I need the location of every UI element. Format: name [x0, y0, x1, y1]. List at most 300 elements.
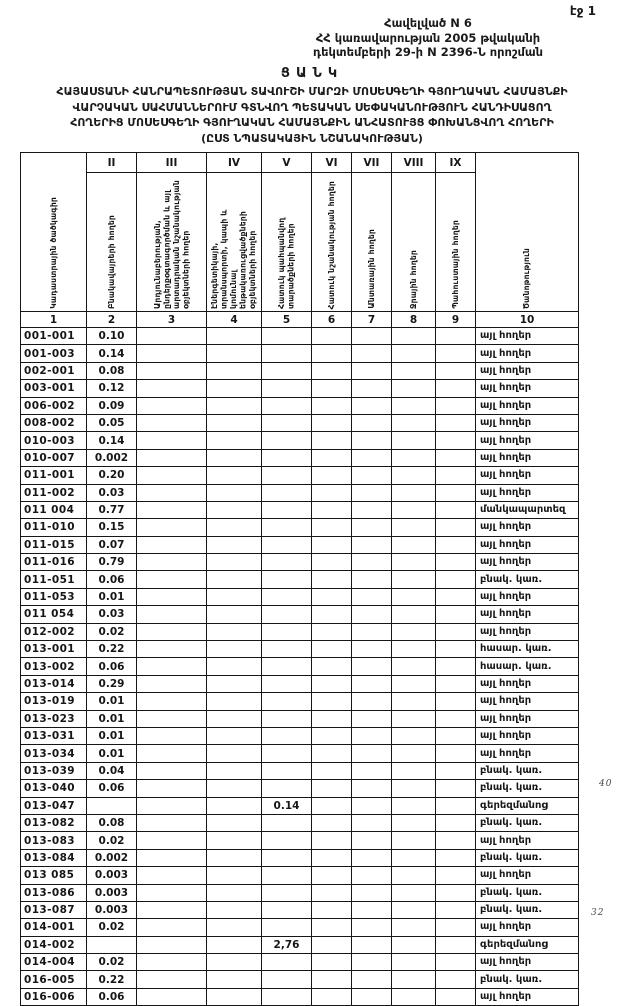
table-row: [21, 484, 579, 501]
area-value-cell: [137, 849, 207, 866]
area-value-cell: [352, 554, 392, 571]
table-row: [21, 988, 579, 1005]
area-value-cell: [352, 641, 392, 658]
column-header-note: [476, 153, 579, 312]
area-value-cell: 0.002: [87, 849, 137, 866]
area-value-cell: [436, 658, 476, 675]
area-value-cell: [392, 780, 436, 797]
area-value-cell: [436, 588, 476, 605]
table-row: [21, 380, 579, 397]
cadastral-code-cell: 010-003: [21, 432, 87, 449]
area-value-cell: [137, 623, 207, 640]
area-value-cell: [312, 675, 352, 692]
document-title: [6, 84, 618, 146]
area-value-cell: [312, 606, 352, 623]
area-value-cell: [436, 554, 476, 571]
area-value-cell: [352, 971, 392, 988]
note-cell: գերեզմանոց: [476, 797, 579, 814]
note-cell: մանկապարտեզ: [476, 501, 579, 518]
column-number: 8: [392, 312, 436, 328]
area-value-cell: [352, 588, 392, 605]
area-value-cell: [352, 710, 392, 727]
title-line: ՎԱՐՉԱԿԱՆ ՍԱՀՄԱՆՆԵՐՈՒՄ ԳՏՆՎՈՂ ՊԵՏԱԿԱՆ ՍԵՓԱԿԱՆՈՒԹՅՈՒՆ ՀԱՆԴԻՍԱՑՈՂ: [72, 100, 552, 114]
area-value-cell: [262, 745, 312, 762]
area-value-cell: [312, 554, 352, 571]
area-value-cell: 0.03: [87, 606, 137, 623]
area-value-cell: [262, 762, 312, 779]
area-value-cell: [436, 988, 476, 1005]
note-cell: այլ հողեր: [476, 727, 579, 744]
area-value-cell: [312, 641, 352, 658]
area-value-cell: [352, 693, 392, 710]
table-row: [21, 449, 579, 466]
area-value-cell: 0.003: [87, 901, 137, 918]
area-value-cell: [262, 780, 312, 797]
area-value-cell: [436, 936, 476, 953]
cadastral-code-cell: 016-005: [21, 971, 87, 988]
area-value-cell: [392, 467, 436, 484]
area-value-cell: [262, 588, 312, 605]
cadastral-code-cell: 001-001: [21, 328, 87, 345]
title-line: ՀՈՂԵՐԻՑ ՄՈՍԵՍԳԵՂԻ ԳՅՈՒՂԱԿԱՆ ՀԱՄԱՅՆՔԻՆ ԱՆՀԱՏՈՒՅՑ ՓՈԽԱՆՑՎՈՂ ՀՈՂԵՐԻ: [70, 116, 554, 129]
column-header-9: [436, 173, 476, 312]
table-row: [21, 432, 579, 449]
area-value-cell: [352, 501, 392, 518]
area-value-cell: 0.14: [262, 797, 312, 814]
note-cell: այլ հողեր: [476, 484, 579, 501]
note-cell: հասար. կառ.: [476, 658, 579, 675]
cadastral-code-cell: 013-002: [21, 658, 87, 675]
area-value-cell: [207, 658, 262, 675]
column-number: 4: [207, 312, 262, 328]
area-value-cell: [436, 762, 476, 779]
area-value-cell: [137, 519, 207, 536]
area-value-cell: [262, 432, 312, 449]
area-value-cell: [352, 780, 392, 797]
table-row: [21, 658, 579, 675]
area-value-cell: [392, 449, 436, 466]
area-value-cell: [352, 936, 392, 953]
table-row: [21, 954, 579, 971]
area-value-cell: [137, 501, 207, 518]
table-row: [21, 588, 579, 605]
cadastral-code-cell: 011 004: [21, 501, 87, 518]
area-value-cell: 0.29: [87, 675, 137, 692]
area-value-cell: [312, 745, 352, 762]
note-cell: այլ հողեր: [476, 536, 579, 553]
table-row: [21, 936, 579, 953]
area-value-cell: [207, 762, 262, 779]
area-value-cell: [137, 971, 207, 988]
area-value-cell: [312, 658, 352, 675]
column-header-8: [392, 173, 436, 312]
area-value-cell: [207, 554, 262, 571]
area-value-cell: [207, 727, 262, 744]
area-value-cell: 0.14: [87, 432, 137, 449]
table-row: [21, 536, 579, 553]
table-row: [21, 745, 579, 762]
cadastral-code-cell: 016-006: [21, 988, 87, 1005]
note-cell: այլ հողեր: [476, 345, 579, 362]
cadastral-code-cell: 013-014: [21, 675, 87, 692]
table-row: [21, 710, 579, 727]
area-value-cell: [207, 832, 262, 849]
area-value-cell: [392, 762, 436, 779]
area-value-cell: [352, 762, 392, 779]
cadastral-code-cell: 011-053: [21, 588, 87, 605]
area-value-cell: [352, 988, 392, 1005]
area-value-cell: [312, 328, 352, 345]
area-value-cell: 0.20: [87, 467, 137, 484]
cadastral-code-cell: 001-003: [21, 345, 87, 362]
note-cell: այլ հողեր: [476, 832, 579, 849]
area-value-cell: [352, 328, 392, 345]
cadastral-code-cell: 013-040: [21, 780, 87, 797]
area-value-cell: [312, 536, 352, 553]
note-cell: բնակ. կառ.: [476, 971, 579, 988]
column-header-5: [262, 173, 312, 312]
area-value-cell: [137, 328, 207, 345]
area-value-cell: [137, 449, 207, 466]
area-value-cell: [312, 397, 352, 414]
area-value-cell: [207, 484, 262, 501]
table-row: [21, 832, 579, 849]
area-value-cell: [392, 606, 436, 623]
area-value-cell: [137, 797, 207, 814]
area-value-cell: [262, 641, 312, 658]
area-value-cell: [207, 867, 262, 884]
area-value-cell: [392, 623, 436, 640]
area-value-cell: [207, 780, 262, 797]
area-value-cell: [392, 901, 436, 918]
table-row: [21, 901, 579, 918]
area-value-cell: 0.01: [87, 588, 137, 605]
area-value-cell: [312, 484, 352, 501]
area-value-cell: [137, 762, 207, 779]
area-value-cell: [352, 484, 392, 501]
area-value-cell: [436, 397, 476, 414]
area-value-cell: [207, 449, 262, 466]
column-number: 10: [476, 312, 579, 328]
cadastral-code-cell: 011-015: [21, 536, 87, 553]
area-value-cell: [312, 588, 352, 605]
roman-numeral-VIII: VIII: [392, 153, 436, 173]
table-row: [21, 762, 579, 779]
area-value-cell: [352, 362, 392, 379]
cadastral-code-cell: 013-083: [21, 832, 87, 849]
column-header-6: [312, 173, 352, 312]
area-value-cell: [262, 832, 312, 849]
roman-numeral-VII: VII: [352, 153, 392, 173]
area-value-cell: [137, 954, 207, 971]
table-row: [21, 328, 579, 345]
area-value-cell: [436, 536, 476, 553]
area-value-cell: [392, 971, 436, 988]
area-value-cell: [262, 901, 312, 918]
area-value-cell: [436, 501, 476, 518]
cadastral-code-cell: 013-039: [21, 762, 87, 779]
area-value-cell: [436, 745, 476, 762]
area-value-cell: [392, 988, 436, 1005]
area-value-cell: [392, 658, 436, 675]
table-row: [21, 814, 579, 831]
area-value-cell: 0.05: [87, 414, 137, 431]
column-header-label: Անտառային հողեր: [366, 229, 376, 309]
area-value-cell: [137, 397, 207, 414]
cadastral-code-cell: 013-031: [21, 727, 87, 744]
table-row: [21, 606, 579, 623]
area-value-cell: [207, 501, 262, 518]
area-value-cell: [207, 710, 262, 727]
note-cell: այլ հողեր: [476, 710, 579, 727]
area-value-cell: [436, 971, 476, 988]
appendix-line: դեկտեմբերի 29-ի N 2396-Ն որոշման: [312, 45, 544, 59]
column-header-cadastral-code-label: Կադաստրային ծածկագիր: [48, 197, 58, 309]
area-value-cell: [207, 571, 262, 588]
table-row: [21, 867, 579, 884]
area-value-cell: [87, 936, 137, 953]
area-value-cell: [137, 675, 207, 692]
cadastral-code-cell: 013-047: [21, 797, 87, 814]
area-value-cell: [392, 554, 436, 571]
note-cell: հասար. կառ.: [476, 641, 579, 658]
area-value-cell: [392, 588, 436, 605]
area-value-cell: [352, 536, 392, 553]
area-value-cell: 0.02: [87, 623, 137, 640]
area-value-cell: [262, 606, 312, 623]
note-cell: այլ հողեր: [476, 867, 579, 884]
column-header-label: Պահուստային հողեր: [450, 220, 460, 309]
area-value-cell: 0.14: [87, 345, 137, 362]
area-value-cell: [352, 571, 392, 588]
area-value-cell: [262, 867, 312, 884]
area-value-cell: [137, 536, 207, 553]
cadastral-code-cell: 014-001: [21, 919, 87, 936]
area-value-cell: [262, 693, 312, 710]
area-value-cell: [262, 536, 312, 553]
cadastral-code-cell: 010-007: [21, 449, 87, 466]
area-value-cell: [436, 832, 476, 849]
area-value-cell: [207, 467, 262, 484]
area-value-cell: [207, 623, 262, 640]
area-value-cell: [207, 884, 262, 901]
area-value-cell: [207, 936, 262, 953]
area-value-cell: [207, 849, 262, 866]
area-value-cell: [137, 867, 207, 884]
area-value-cell: [207, 588, 262, 605]
area-value-cell: [392, 745, 436, 762]
area-value-cell: [436, 414, 476, 431]
area-value-cell: [207, 432, 262, 449]
area-value-cell: [262, 658, 312, 675]
area-value-cell: 0.12: [87, 380, 137, 397]
area-value-cell: [436, 432, 476, 449]
area-value-cell: [392, 501, 436, 518]
area-value-cell: 0.22: [87, 641, 137, 658]
column-header-label: Արդյունաբերության, ընդերքօգտագործման և այլ արտադրական նշանակության օբյեկտների հողեր: [152, 180, 190, 309]
area-value-cell: [262, 414, 312, 431]
column-number: 1: [21, 312, 87, 328]
note-cell: այլ հողեր: [476, 467, 579, 484]
table-row: [21, 727, 579, 744]
area-value-cell: [352, 380, 392, 397]
area-value-cell: [392, 814, 436, 831]
area-value-cell: [137, 710, 207, 727]
area-value-cell: [436, 901, 476, 918]
area-value-cell: [137, 814, 207, 831]
area-value-cell: 0.01: [87, 710, 137, 727]
area-value-cell: [312, 849, 352, 866]
area-value-cell: [312, 867, 352, 884]
area-value-cell: [312, 362, 352, 379]
area-value-cell: [207, 954, 262, 971]
cadastral-code-cell: 014-002: [21, 936, 87, 953]
area-value-cell: [312, 919, 352, 936]
area-value-cell: [137, 432, 207, 449]
area-value-cell: [392, 484, 436, 501]
area-value-cell: [352, 397, 392, 414]
area-value-cell: [436, 849, 476, 866]
area-value-cell: [312, 954, 352, 971]
column-header-note-label: Ծանոթություն: [522, 247, 532, 309]
area-value-cell: [312, 449, 352, 466]
area-value-cell: [352, 797, 392, 814]
area-value-cell: 0.06: [87, 780, 137, 797]
note-cell: այլ հողեր: [476, 362, 579, 379]
area-value-cell: [392, 797, 436, 814]
area-value-cell: [262, 884, 312, 901]
area-value-cell: [392, 328, 436, 345]
area-value-cell: [207, 693, 262, 710]
column-number: 5: [262, 312, 312, 328]
column-header-label: Էներգետիկայի, տրանսպորտի, կապի և կոմունալ ենթակառուցվածքների օբյեկտների հողեր: [210, 209, 258, 309]
area-value-cell: [392, 380, 436, 397]
area-value-cell: [352, 675, 392, 692]
note-cell: այլ հողեր: [476, 328, 579, 345]
area-value-cell: [262, 727, 312, 744]
area-value-cell: [436, 362, 476, 379]
area-value-cell: [262, 919, 312, 936]
area-value-cell: 0.04: [87, 762, 137, 779]
area-value-cell: [352, 901, 392, 918]
area-value-cell: [137, 571, 207, 588]
note-cell: բնակ. կառ.: [476, 814, 579, 831]
area-value-cell: [436, 710, 476, 727]
table-row: [21, 693, 579, 710]
area-value-cell: [137, 362, 207, 379]
note-cell: գերեզմանոց: [476, 936, 579, 953]
note-cell: այլ հողեր: [476, 623, 579, 640]
area-value-cell: [392, 397, 436, 414]
table-row: [21, 362, 579, 379]
area-value-cell: [436, 345, 476, 362]
cadastral-code-cell: 011-001: [21, 467, 87, 484]
cadastral-code-cell: 012-002: [21, 623, 87, 640]
area-value-cell: [312, 797, 352, 814]
area-value-cell: [207, 745, 262, 762]
area-value-cell: 2,76: [262, 936, 312, 953]
area-value-cell: [262, 954, 312, 971]
area-value-cell: [137, 901, 207, 918]
area-value-cell: [352, 849, 392, 866]
area-value-cell: [352, 867, 392, 884]
note-cell: բնակ. կառ.: [476, 849, 579, 866]
area-value-cell: [262, 710, 312, 727]
area-value-cell: [262, 988, 312, 1005]
column-number: 3: [137, 312, 207, 328]
area-value-cell: [312, 623, 352, 640]
note-cell: այլ հողեր: [476, 397, 579, 414]
note-cell: այլ հողեր: [476, 519, 579, 536]
area-value-cell: 0.01: [87, 745, 137, 762]
area-value-cell: [352, 832, 392, 849]
cadastral-code-cell: 013-001: [21, 641, 87, 658]
area-value-cell: [392, 867, 436, 884]
area-value-cell: [312, 727, 352, 744]
area-value-cell: [352, 658, 392, 675]
area-value-cell: 0.06: [87, 658, 137, 675]
land-parcels-table: [20, 152, 579, 1006]
area-value-cell: 0.15: [87, 519, 137, 536]
note-cell: այլ հողեր: [476, 588, 579, 605]
area-value-cell: [436, 693, 476, 710]
area-value-cell: [352, 623, 392, 640]
note-cell: այլ հողեր: [476, 693, 579, 710]
area-value-cell: [352, 727, 392, 744]
area-value-cell: [137, 345, 207, 362]
area-value-cell: [436, 467, 476, 484]
column-number: 9: [436, 312, 476, 328]
area-value-cell: [312, 884, 352, 901]
area-value-cell: [137, 380, 207, 397]
area-value-cell: 0.08: [87, 814, 137, 831]
area-value-cell: [262, 519, 312, 536]
area-value-cell: [392, 919, 436, 936]
area-value-cell: [436, 797, 476, 814]
note-cell: բնակ. կառ.: [476, 901, 579, 918]
roman-numeral-III: III: [137, 153, 207, 173]
area-value-cell: [262, 380, 312, 397]
area-value-cell: [207, 328, 262, 345]
table-row: [21, 414, 579, 431]
table-row: [21, 971, 579, 988]
cadastral-code-cell: 003-001: [21, 380, 87, 397]
column-header-cadastral-code: [21, 153, 87, 312]
table-row: [21, 554, 579, 571]
table-row: [21, 641, 579, 658]
column-header-4: [207, 173, 262, 312]
area-value-cell: [312, 710, 352, 727]
cadastral-code-cell: 011-051: [21, 571, 87, 588]
area-value-cell: [207, 797, 262, 814]
cadastral-code-cell: 014-004: [21, 954, 87, 971]
area-value-cell: [392, 884, 436, 901]
area-value-cell: [352, 884, 392, 901]
area-value-cell: [137, 832, 207, 849]
area-value-cell: [352, 745, 392, 762]
area-value-cell: [352, 414, 392, 431]
area-value-cell: [262, 345, 312, 362]
area-value-cell: [312, 519, 352, 536]
area-value-cell: [262, 397, 312, 414]
area-value-cell: [436, 519, 476, 536]
area-value-cell: [312, 832, 352, 849]
area-value-cell: [312, 936, 352, 953]
area-value-cell: 0.10: [87, 328, 137, 345]
area-value-cell: [312, 501, 352, 518]
column-number: 7: [352, 312, 392, 328]
area-value-cell: [436, 814, 476, 831]
